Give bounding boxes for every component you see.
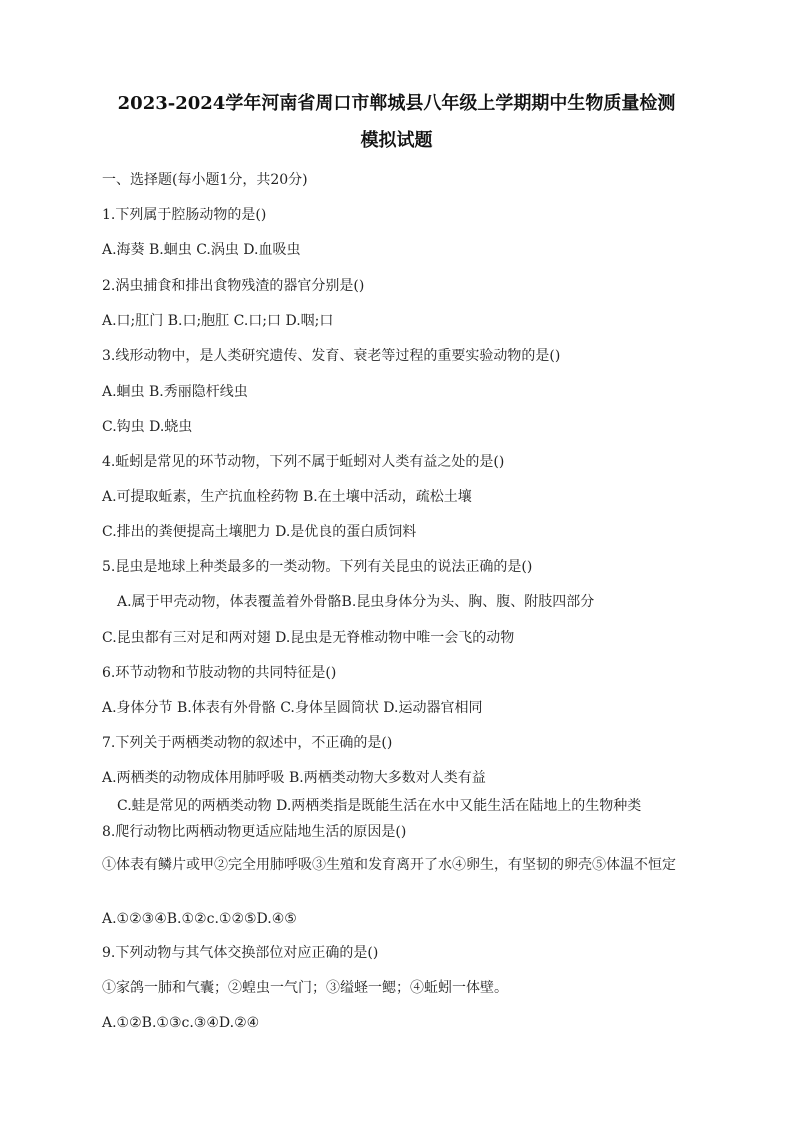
- question-9: 9.下列动物与其气体交换部位对应正确的是(): [102, 945, 379, 961]
- question-6: 6.环节动物和节肢动物的共同特征是(): [102, 665, 337, 681]
- question-5-options-c: C.昆虫都有三对足和两对翅 D.昆虫是无脊椎动物中唯一会飞的动物: [102, 630, 515, 646]
- question-7: 7.下列关于两栖类动物的叙述中，不正确的是(): [102, 735, 393, 751]
- question-1: 1.下列属于腔肠动物的是(): [102, 207, 267, 223]
- question-8-statements: ①体表有鳞片或甲②完全用肺呼吸③生殖和发育离开了水④卵生，有坚韧的卵壳⑤体温不恒定: [102, 857, 676, 873]
- question-2-options: A.口;肛门 B.口;胞肛 C.口;口 D.咽;口: [102, 313, 334, 329]
- document-title: 2023-2024学年河南省周口市郸城县八年级上学期期中生物质量检测: [117, 93, 676, 114]
- question-2: 2.涡虫捕食和排出食物残渣的器官分别是(): [102, 278, 365, 294]
- question-9-options: A.①②B.①③c.③④D.②④: [102, 1015, 260, 1031]
- question-7-options-c: C.蛙是常见的两栖类动物 D.两栖类指是既能生活在水中又能生活在陆地上的生物种类: [117, 798, 642, 814]
- section-heading: 一、选择题(每小题1分，共20分): [102, 172, 308, 188]
- question-1-options: A.海葵 B.蛔虫 C.涡虫 D.血吸虫: [102, 242, 301, 258]
- question-4: 4.蚯蚓是常见的环节动物，下列不属于蚯蚓对人类有益之处的是(): [102, 454, 505, 470]
- question-9-statements: ①家鸽一肺和气囊；②蝗虫一气门；③缢蛏一鳃；④蚯蚓一体壁。: [102, 980, 508, 996]
- document-subtitle: 模拟试题: [360, 130, 433, 151]
- question-8: 8.爬行动物比两栖动物更适应陆地生活的原因是(): [102, 824, 407, 840]
- question-3-options-c: C.钩虫 D.蛲虫: [102, 419, 193, 435]
- question-7-options-a: A.两栖类的动物成体用肺呼吸 B.两栖类动物大多数对人类有益: [102, 770, 486, 786]
- question-6-options: A.身体分节 B.体表有外骨骼 C.身体呈圆筒状 D.运动器官相同: [102, 700, 483, 716]
- question-4-options-a: A.可提取蚯素，生产抗血栓药物 B.在土壤中活动，疏松土壤: [102, 489, 472, 505]
- question-3: 3.线形动物中，是人类研究遗传、发育、衰老等过程的重要实验动物的是(): [102, 348, 561, 364]
- question-5: 5.昆虫是地球上种类最多的一类动物。下列有关昆虫的说法正确的是(): [102, 559, 533, 575]
- question-3-options-a: A.蛔虫 B.秀丽隐杆线虫: [102, 384, 248, 400]
- question-8-options: A.①②③④B.①②c.①②⑤D.④⑤: [102, 911, 297, 927]
- question-5-options-a: A.属于甲壳动物，体表覆盖着外骨骼B.昆虫身体分为头、胸、腹、附肢四部分: [117, 594, 595, 610]
- question-4-options-c: C.排出的粪便提高土壤肥力 D.是优良的蛋白质饲料: [102, 524, 417, 540]
